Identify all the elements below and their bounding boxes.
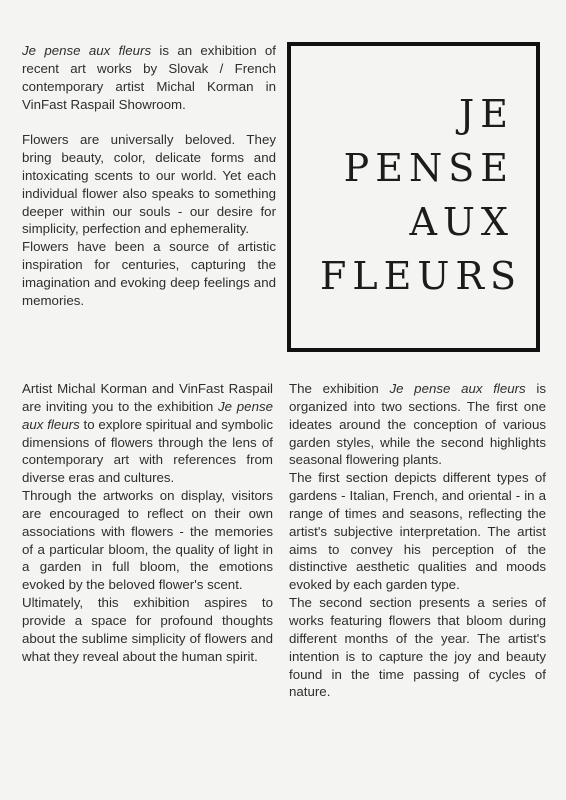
left-paragraph-1-after: to explore spiritual and symbolic dimensions of flowers through the lens of contemporary art with references from diverse eras and cultures. bbox=[22, 416, 273, 486]
title-line-3: AUX bbox=[409, 200, 514, 244]
right-paragraph-2: The first section depicts different types of gardens - Italian, French, and oriental - in a range of times and seasons, reflecting the artist's subjective interpretation. The artist aims to convey his perception of the distinctive aesthetic qualities and moods evoked by each garden type. bbox=[289, 470, 546, 593]
exhibition-title-italic: Je pense aux fleurs bbox=[389, 381, 526, 396]
title-box bbox=[287, 42, 540, 352]
title-line-4: FLEURS bbox=[319, 254, 522, 298]
intro-text-block bbox=[22, 42, 276, 310]
exhibition-title-italic: Je pense aux fleurs bbox=[22, 398, 274, 432]
left-column-text bbox=[22, 380, 273, 666]
title-line-1: JE bbox=[459, 92, 514, 136]
left-paragraph-1 bbox=[22, 380, 273, 487]
intro-paragraph-1-text: is an exhibition of recent art works by Slovak / French contemporary artist Michal Korman in VinFast Raspail Showroom. bbox=[22, 43, 276, 112]
right-paragraph-1 bbox=[289, 380, 546, 469]
right-column-text bbox=[289, 380, 546, 701]
left-paragraph-3: Ultimately, this exhibition aspires to provide a space for profound thoughts about the sublime simplicity of flowers and what they reveal about the human spirit. bbox=[22, 595, 273, 664]
right-paragraph-1-before: The exhibition bbox=[289, 381, 390, 396]
title-line-2: PENSE bbox=[343, 146, 514, 190]
intro-paragraph-3: Flowers have been a source of artistic inspiration for centuries, capturing the imagination and evoking deep feelings and memories. bbox=[22, 239, 276, 308]
exhibition-title-italic: Je pense aux fleurs bbox=[22, 43, 152, 58]
right-paragraph-3: The second section presents a series of works featuring flowers that bloom during different months of the year. The artist's intention is to capture the joy and beauty found in the time passing of cycles of nature. bbox=[289, 595, 546, 700]
right-paragraph-1-after: is organized into two sections. The first one ideates around the conception of various garden styles, while the second highlights seasonal flowering plants. bbox=[289, 381, 546, 468]
intro-paragraph-2: Flowers are universally beloved. They bring beauty, color, delicate forms and intoxicating scents to our world. Yet each individual flower also speaks to something deeper within our souls - our desire for simplicity, perfection and ephemerality. bbox=[22, 132, 276, 237]
left-paragraph-1-before: Artist Michal Korman and VinFast Raspail are inviting you to the exhibition bbox=[22, 381, 273, 414]
intro-paragraph-1 bbox=[22, 42, 276, 113]
left-paragraph-2: Through the artworks on display, visitors are encouraged to reflect on their own associations with flowers - the memories of a particular bloom, the quality of light in a garden in full bloom, the emotions evoked by the beloved flower's scent. bbox=[22, 488, 273, 593]
